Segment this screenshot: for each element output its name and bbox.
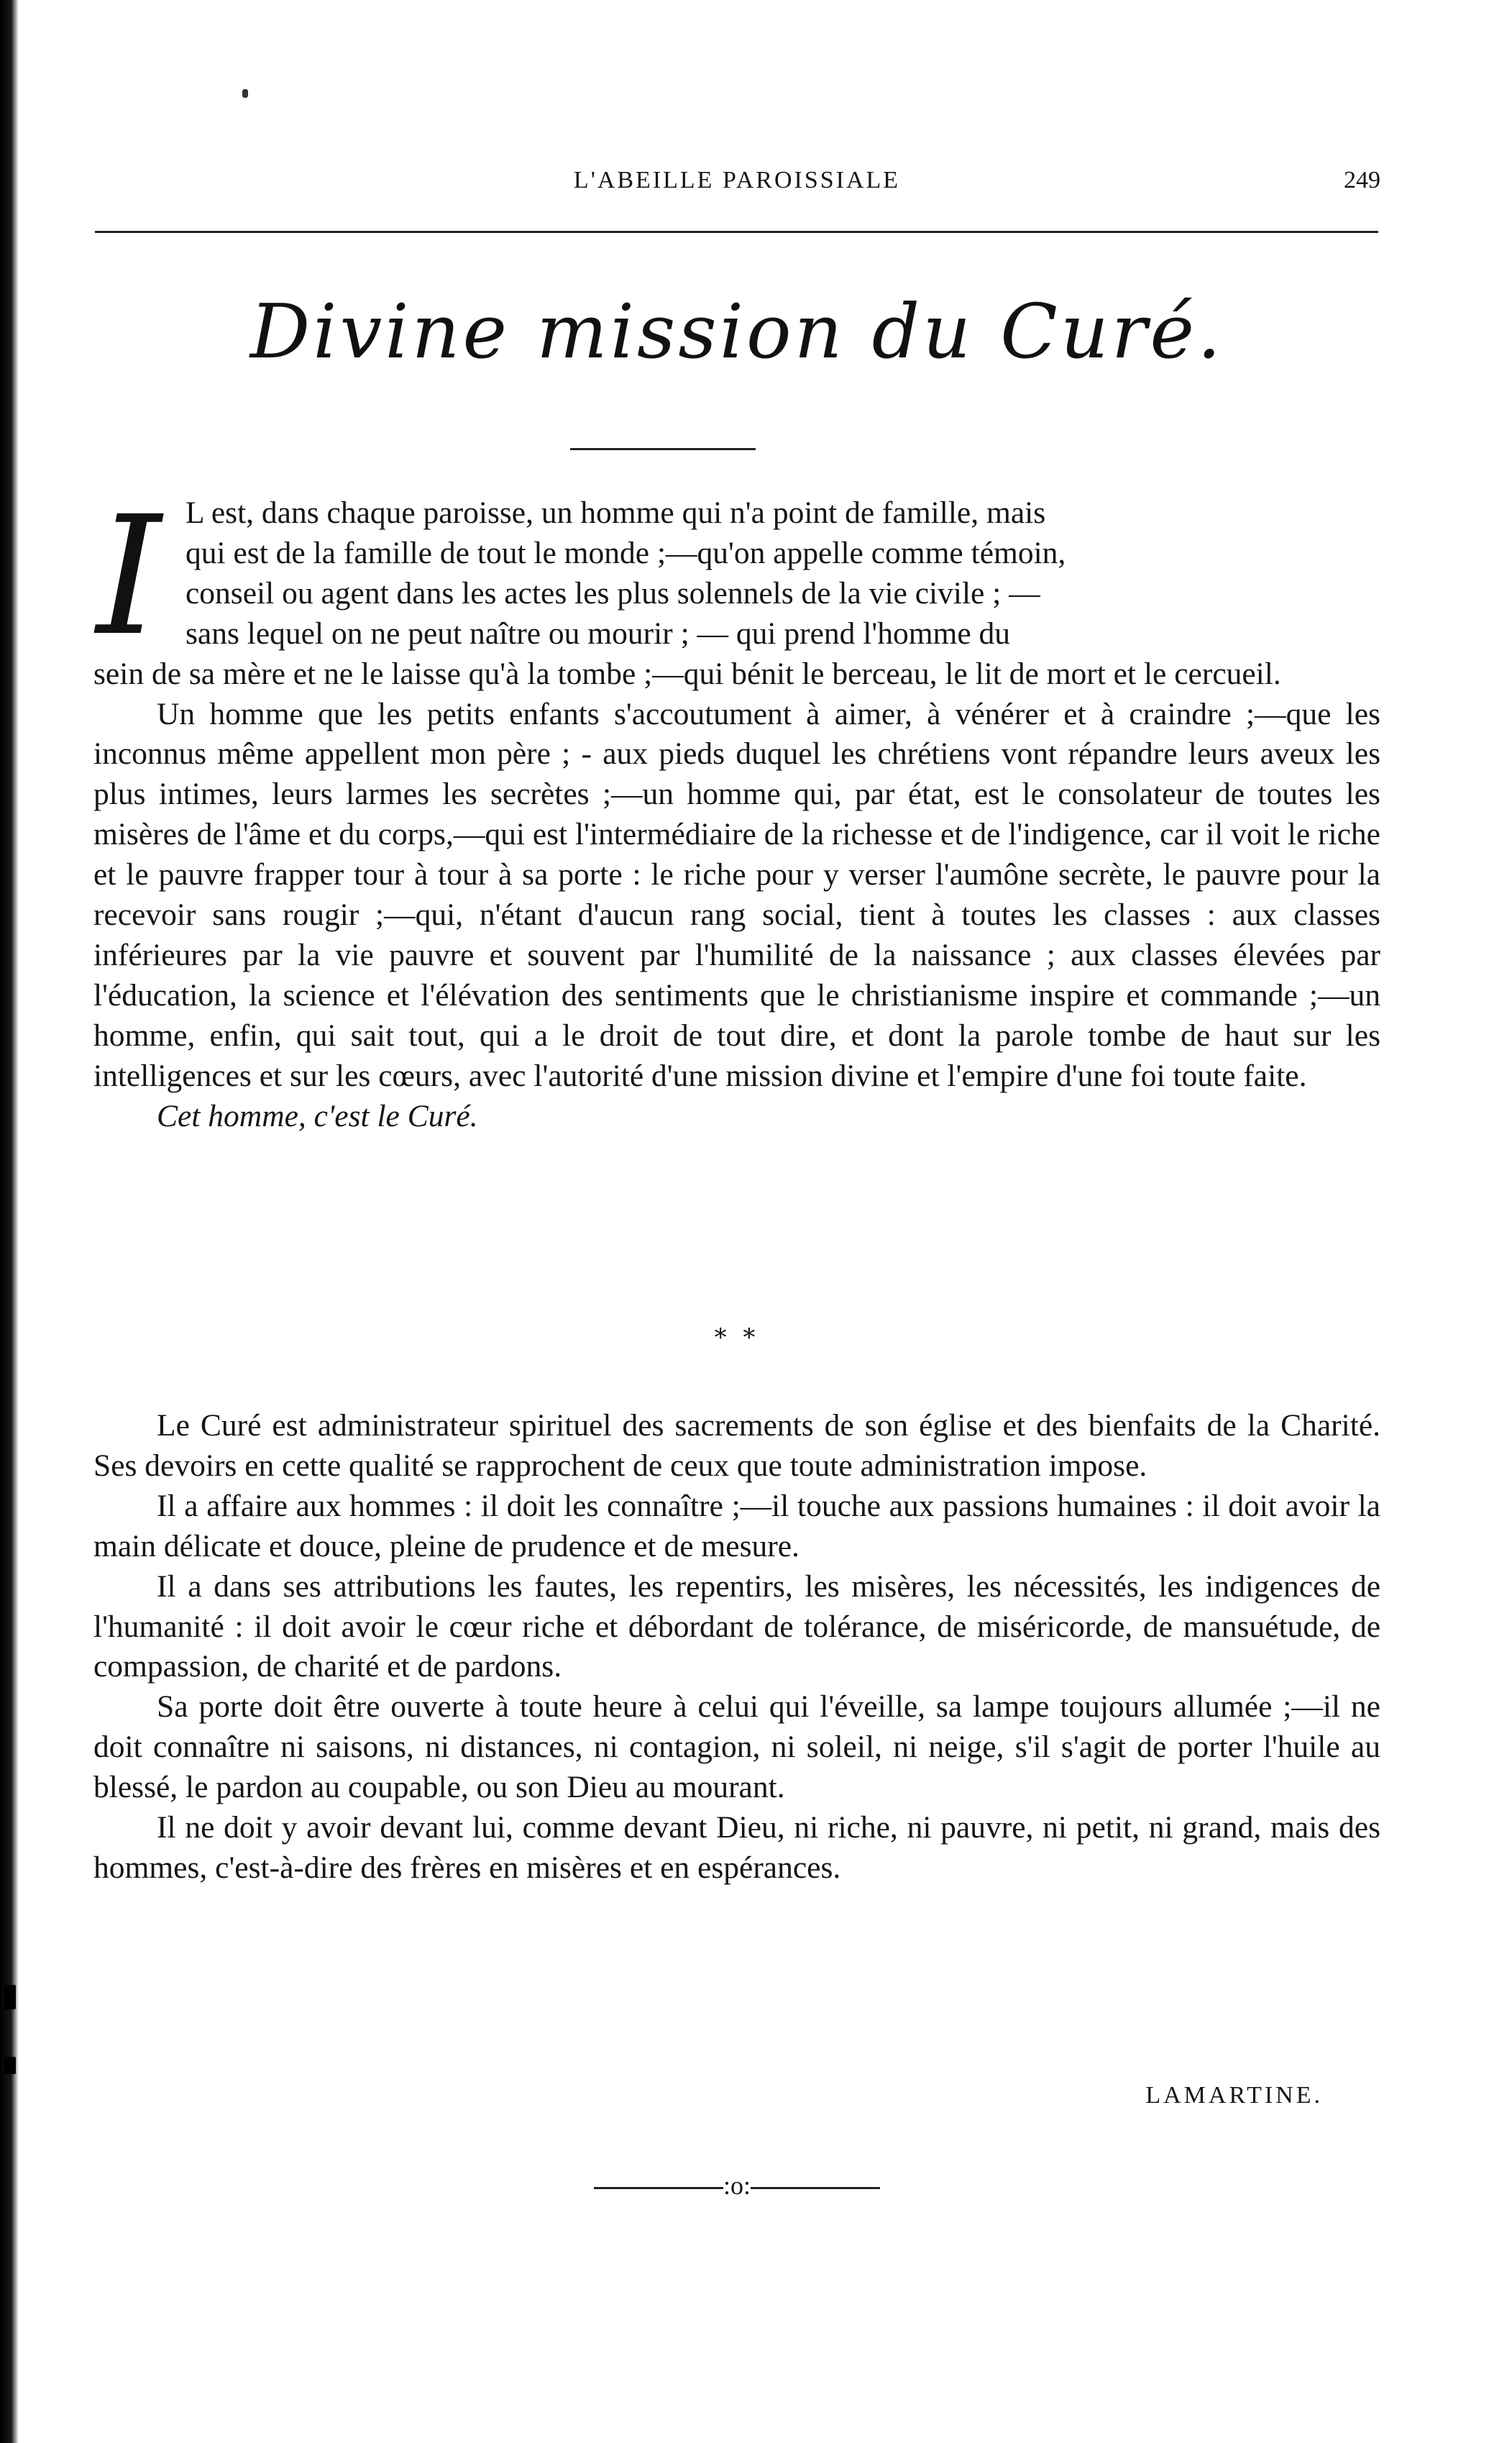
text-line: sans lequel on ne peut naître ou mourir ; — qui prend l'homme du xyxy=(185,616,1011,651)
ornament-text: :o: xyxy=(723,2171,751,2200)
author-signature: LAMARTINE. xyxy=(1145,2082,1323,2109)
section-two xyxy=(93,1406,1380,1889)
end-ornament xyxy=(93,2170,1380,2201)
text-line: qui est de la famille de tout le monde ;—qu'on appelle comme témoin, xyxy=(185,535,1066,570)
binding-fragment xyxy=(4,1985,16,2009)
section-separator: * * xyxy=(714,1323,760,1352)
text-line: conseil ou agent dans les actes les plus solennels de la vie civile ; — xyxy=(185,575,1040,611)
page xyxy=(93,0,1380,2443)
paragraph-opening xyxy=(93,493,1380,695)
drop-cap: I xyxy=(96,480,162,672)
paragraph: Le Curé est administrateur spirituel des sacrements de son église et des bienfaits de la Charité. Ses devoirs en cette qualité se rapprochent de ceux que toute administration impose. xyxy=(93,1408,1380,1483)
paragraph: Sa porte doit être ouverte à toute heure à celui qui l'éveille, sa lampe toujours allumée ;—il ne doit connaître ni saisons, ni distances, ni contagion, ni soleil, ni neige, s'il s'agit de porter l'huile au blessé, le pardon au coupable, ou son Dieu au mourant. xyxy=(93,1689,1380,1805)
title-rule xyxy=(570,448,756,450)
page-number: 249 xyxy=(1344,167,1380,193)
paragraph: Un homme que les petits enfants s'accoutument à aimer, à vénérer et à craindre ;—que les inconnus même appellent mon père ; - aux pieds duquel les chrétiens vont répandre leurs aveux les plus intimes, leurs larmes les secrètes ;—un homme qui, par état, est le consolateur de toutes les misères de l'âme et du corps,—qui est l'intermédiaire de la richesse et de l'indigence, car il voit le riche et le pauvre frapper tour à tour à sa porte : le riche pour y verser l'aumône secrète, le pauvre pour la recevoir sans rougir ;—qui, n'étant d'aucun rang social, tient à toutes les classes : aux classes inférieures par la vie pauvre et souvent par l'humilité de la naissance ; aux classes élevées par l'éducation, la science et l'élévation des sentiments que le christianisme inspire et commande ;—un homme, enfin, qui sait tout, qui a le droit de tout dire, et dont la parole tombe de haut sur les intelligences et sur les cœurs, avec l'autorité d'une mission divine et l'empire d'une foi toute faite. xyxy=(93,696,1380,1093)
binding-edge xyxy=(0,0,19,2443)
paragraph: Il ne doit y avoir devant lui, comme devant Dieu, ni riche, ni pauvre, ni petit, ni grand, mais des hommes, c'est-à-dire des frères en misères et en espérances. xyxy=(93,1810,1380,1885)
ornament-rule xyxy=(751,2187,880,2189)
paragraph: Il a dans ses attributions les fautes, les repentirs, les misères, les nécessités, les indigences de l'humanité : il doit avoir le cœur riche et débordant de tolérance, de miséricorde, de mansuétude, de compassion, de charité et de pardons. xyxy=(93,1568,1380,1684)
ornament-rule xyxy=(594,2187,723,2189)
paragraph-closing: Cet homme, c'est le Curé. xyxy=(157,1098,478,1133)
header-rule xyxy=(95,231,1378,233)
running-title: L'ABEILLE PAROISSIALE xyxy=(573,167,901,193)
text-line: L est, dans chaque paroisse, un homme qui n'a point de famille, mais xyxy=(185,496,1046,530)
article-title: Divine mission du Curé. xyxy=(249,288,1224,375)
text-continuation: sein de sa mère et ne le laisse qu'à la tombe ;—qui bénit le berceau, le lit de mort et le cercueil. xyxy=(93,656,1281,691)
paragraph: Il a affaire aux hommes : il doit les connaître ;—il touche aux passions humaines : il doit avoir la main délicate et douce, pleine de prudence et de mesure. xyxy=(93,1488,1380,1563)
binding-fragment xyxy=(4,2057,16,2074)
section-one xyxy=(93,493,1380,1137)
running-head xyxy=(93,167,1380,210)
